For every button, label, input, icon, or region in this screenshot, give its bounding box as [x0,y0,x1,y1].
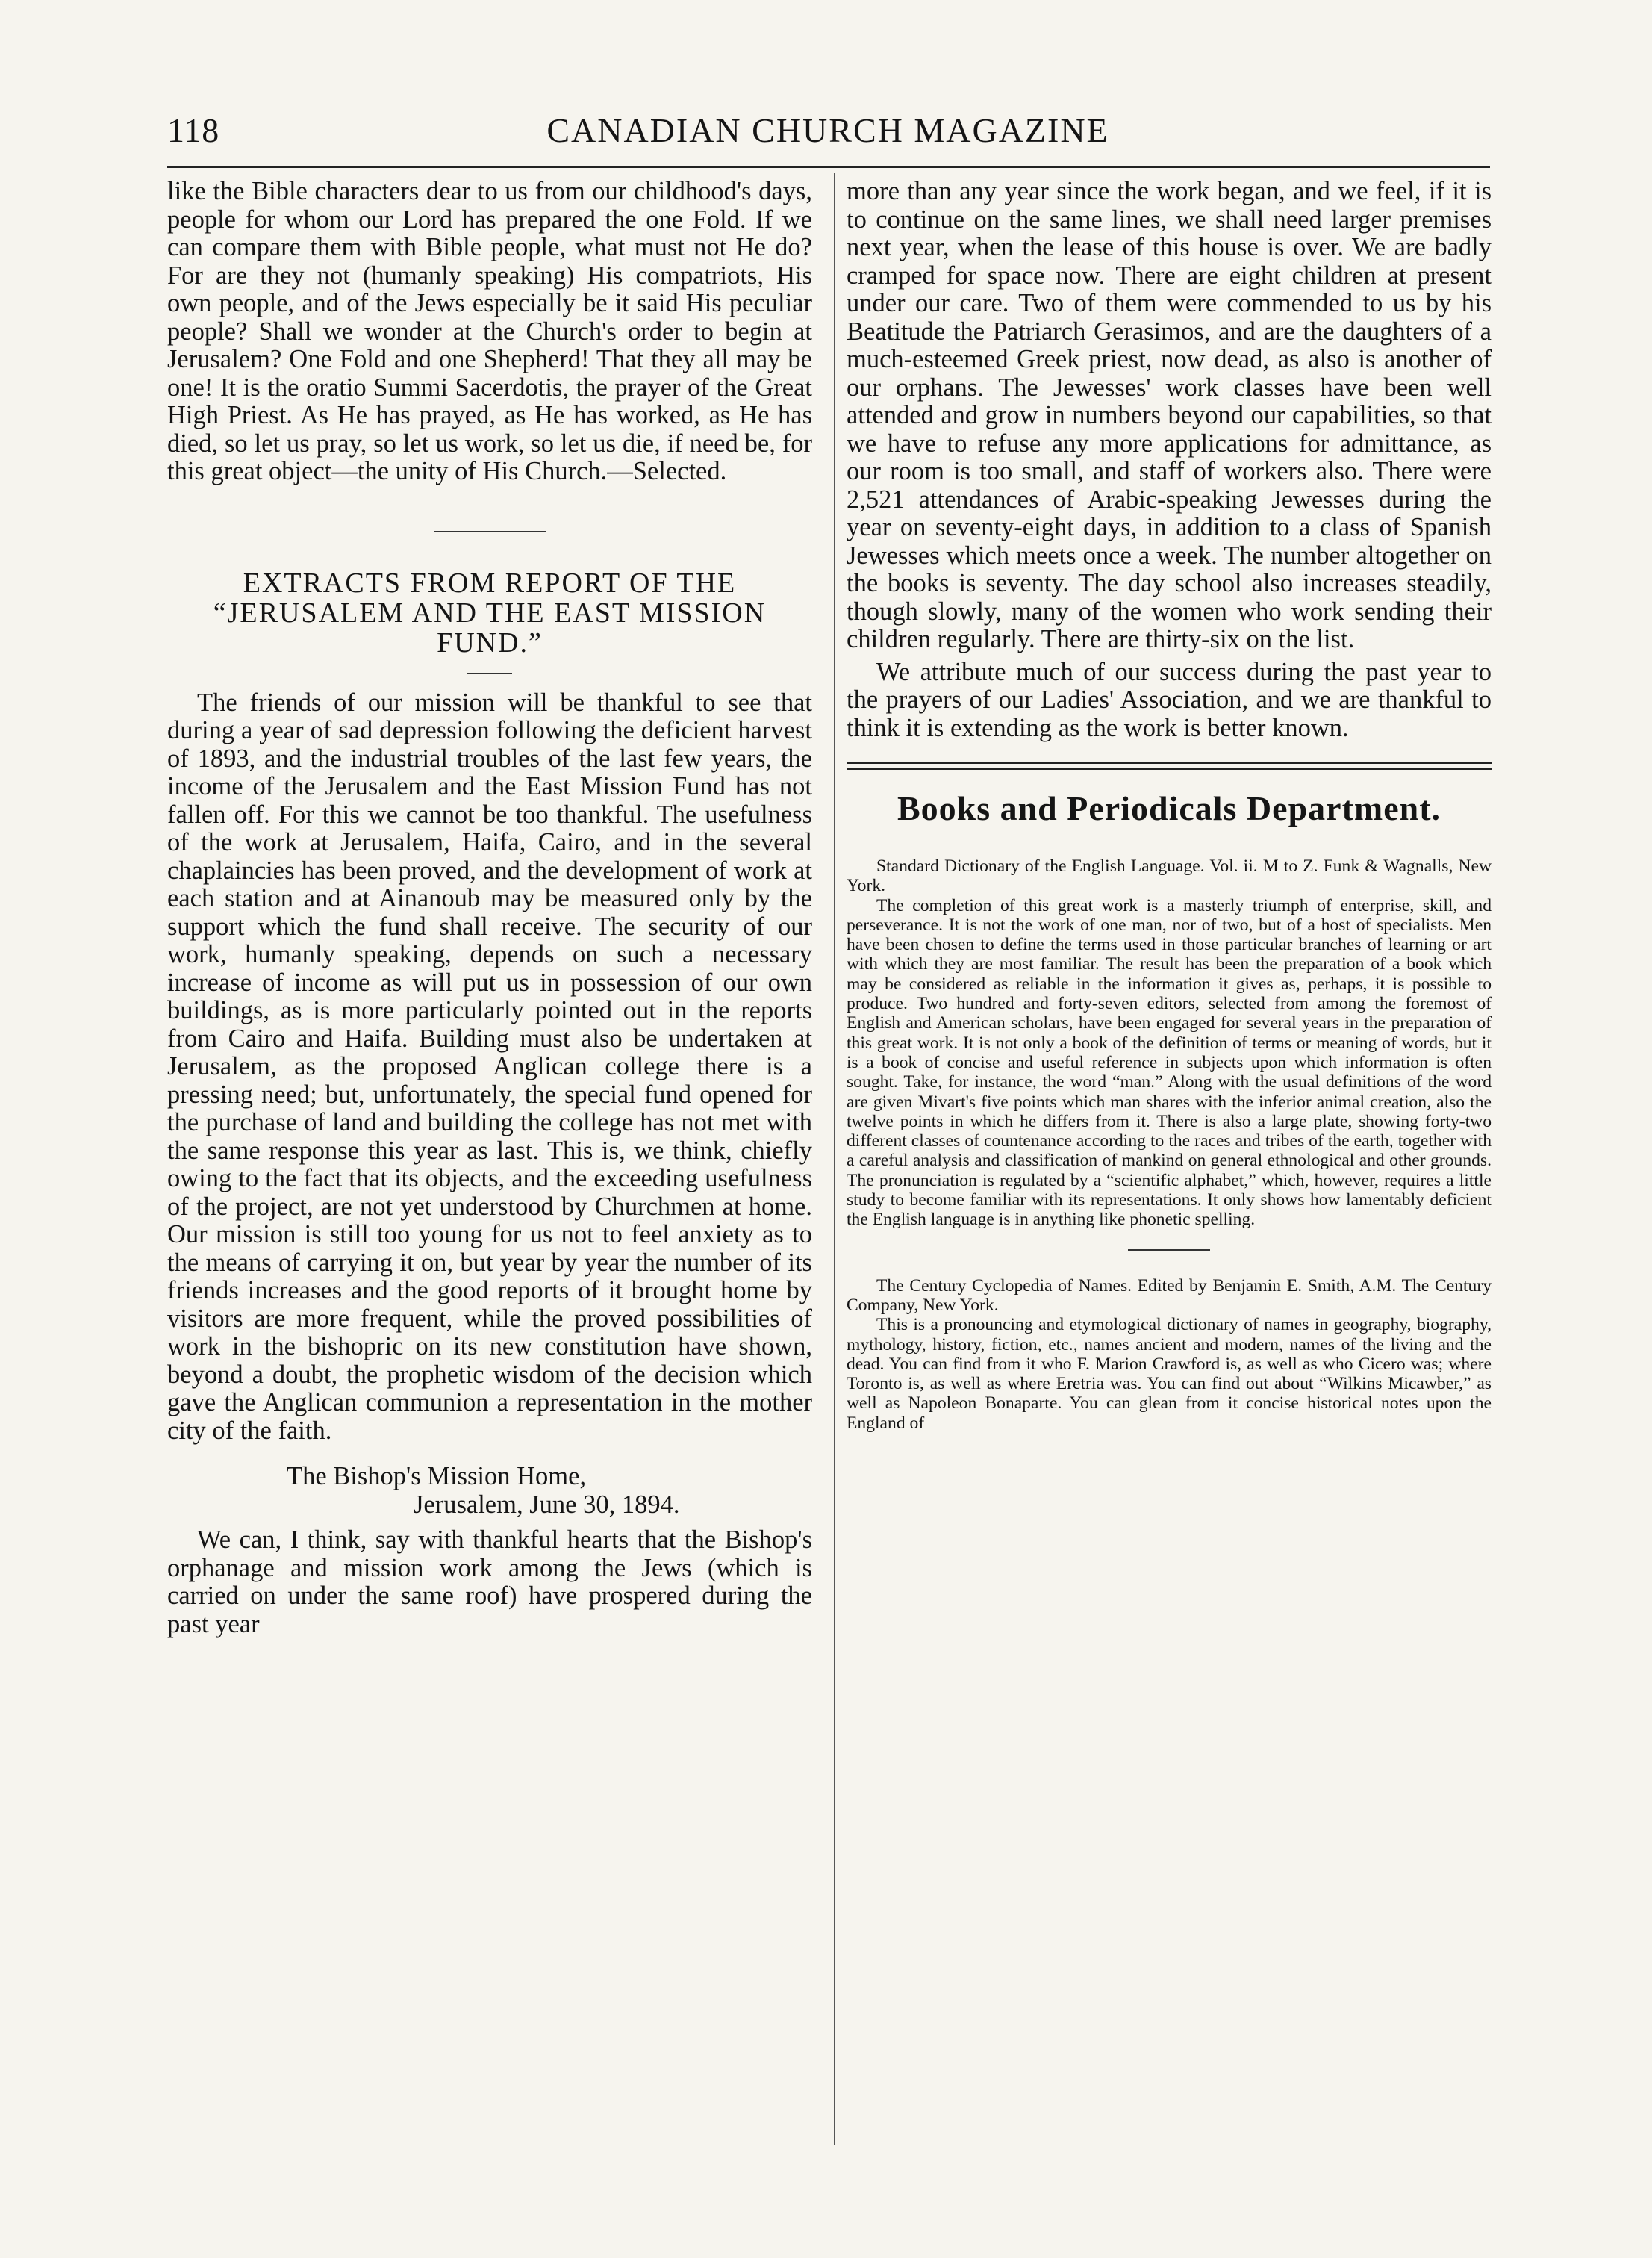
report-paragraph: more than any year since the work began, and we feel, if it is to continue on the same lines, we shall need larger premises next year, when the lease of this house is over. We are badly cramped for space now. There are eight children at present under our care. Two of them were commended to us by his Beatitude the Patriarch Gerasimos, and are the daughters of a much-esteemed Greek priest, now dead, as also is another of our orphans. The Jewesses' work classes have been well attended and grow in numbers beyond our capabilities, so that we have to refuse any more applications for admittance, as our room is too small, and staff of workers also. There were 2,521 attendances of Arabic-speaking Jewesses during the year on seventy-eight days, in addition to a class of Spanish Jewesses which meets once a week. The number altogether on the books is seventy. The day school also increases steadily, though slowly, many of the women who work sending their children regularly. There are thirty-six on the list. [847,177,1492,653]
signature-line-1: The Bishop's Mission Home, [287,1462,587,1490]
left-column [167,178,812,1638]
running-title: CANADIAN CHURCH MAGAZINE [546,111,1109,149]
report-paragraph: The friends of our mission will be thankful to see that during a year of sad depression following the deficient harvest of 1893, and the industrial troubles of the last few years, the income of the Jerusalem and the East Mission Fund has not fallen off. For this we cannot be too thankful. The usefulness of the work at Jerusalem, Haifa, Cairo, and in the several chaplaincies has been proved, and the development of work at each station and at Ainanoub may be measured only by the support which the fund shall receive. The security of our work, humanly speaking, depends on such a necessary increase of income as will put us in possession of our own buildings, as is more particularly pointed out in the reports from Cairo and Haifa. Building must also be undertaken at Jerusalem, as the proposed Anglican college there is a pressing need; but, unfortunately, the special fund opened for the purchase of land and building the college has not met with the same response this year as last. This is, we think, chiefly owing to the fact that its objects, and the exceeding usefulness of the project, are not yet understood by Churchmen at home. Our mission is still too young for us not to feel anxiety as to the means of carrying it on, but year by year the number of its friends increases and the good reports of it brought home by visitors are more frequent, while the proved possibilities of work in the bishopric on its new constitution have shown, beyond a doubt, the prophetic wisdom of the decision which gave the Anglican communion a representation in the mother city of the faith. [167,688,812,1445]
heading-rule [467,673,512,674]
review-body: This is a pronouncing and etymological dictionary of names in geography, biography, mythology, history, fiction, etc., names ancient and modern, names of the living and the dead. You can find from it who F. Marion Crawford is, as well as who Cicero was; where Toronto is, as well as where Eretria was. You can find out about “Wilkins Micawber,” as well as Napoleon Bonaparte. You can glean from it concise historical notes upon the England of [847,1315,1492,1433]
article-closing-paragraph: like the Bible characters dear to us from our childhood's days, people for whom our Lord has prepared the one Fold. If we can compare them with Bible people, what must not He do? For are they not (humanly speaking) His compatriots, His own people, and of the Jews especially be it said His peculiar people? Shall we wonder at the Church's order to begin at Jerusalem? One Fold and one Shepherd! That they all may be one! It is the oratio Summi Sacerdotis, the prayer of the Great High Priest. As He has prayed, as He has worked, as He has died, so let us pray, so let us work, so let us die, if need be, for this great object—the unity of His Church.—Selected. [167,177,812,485]
department-rule [847,762,1492,770]
right-column [847,178,1492,1433]
page-header [167,111,1489,157]
report-paragraph: We attribute much of our success during the past year to the prayers of our Ladies' Association, and we are thankful to think it is extending as the work is better known. [847,657,1492,742]
review-title: Standard Dictionary of the English Language. Vol. ii. M to Z. Funk & Wagnalls, New York. [847,856,1492,896]
review-divider [1128,1249,1210,1251]
header-rule [167,166,1490,168]
signature-line-2: Jerusalem, June 30, 1894. [414,1490,680,1519]
column-divider [834,173,835,2145]
review-title: The Century Cyclopedia of Names. Edited by Benjamin E. Smith, A.M. The Century Company, New York. [847,1275,1492,1315]
department-heading: Books and Periodicals Department. [897,789,1441,827]
report-paragraph: We can, I think, say with thankful hearts that the Bishop's orphanage and mission work among the Jews (which is carried on under the same roof) have prospered during the past year [167,1525,812,1638]
page-number: 118 [167,111,220,149]
section-heading: EXTRACTS FROM REPORT OF THE “JERUSALEM AND THE EAST MISSION FUND.” [213,567,767,659]
book-reviews [847,856,1492,1433]
review-body: The completion of this great work is a masterly triumph of enterprise, skill, and perseverance. It is not the work of one man, nor of two, but of a host of specialists. Men have been chosen to define the terms used in those particular branches of learning or art with which they are most familiar. The result has been the preparation of a book which may be considered as reliable in the information it gives as, perhaps, it is possible to produce. Two hundred and forty-seven editors, selected from among the foremost of English and American scholars, have been engaged for several years in the preparation of this great work. It is not only a book of the definition of terms or meaning of words, but it is a book of concise and useful reference in subjects upon which information is often sought. Take, for instance, the word “man.” Along with the usual definitions of the word are given Mivart's five points which man shares with the inferior animal creation, also the twelve points in which he differs from it. There is also a large plate, showing forty-two different classes of countenance according to the races and tribes of the earth, together with a careful analysis and classification of mankind on general ethnological and other grounds. The pronunciation is regulated by a “scientific alphabet,” which, however, requires a little study to become familiar with its representations. It only shows how lamentably deficient the English language is in anything like phonetic spelling. [847,895,1492,1230]
section-divider [434,531,546,532]
